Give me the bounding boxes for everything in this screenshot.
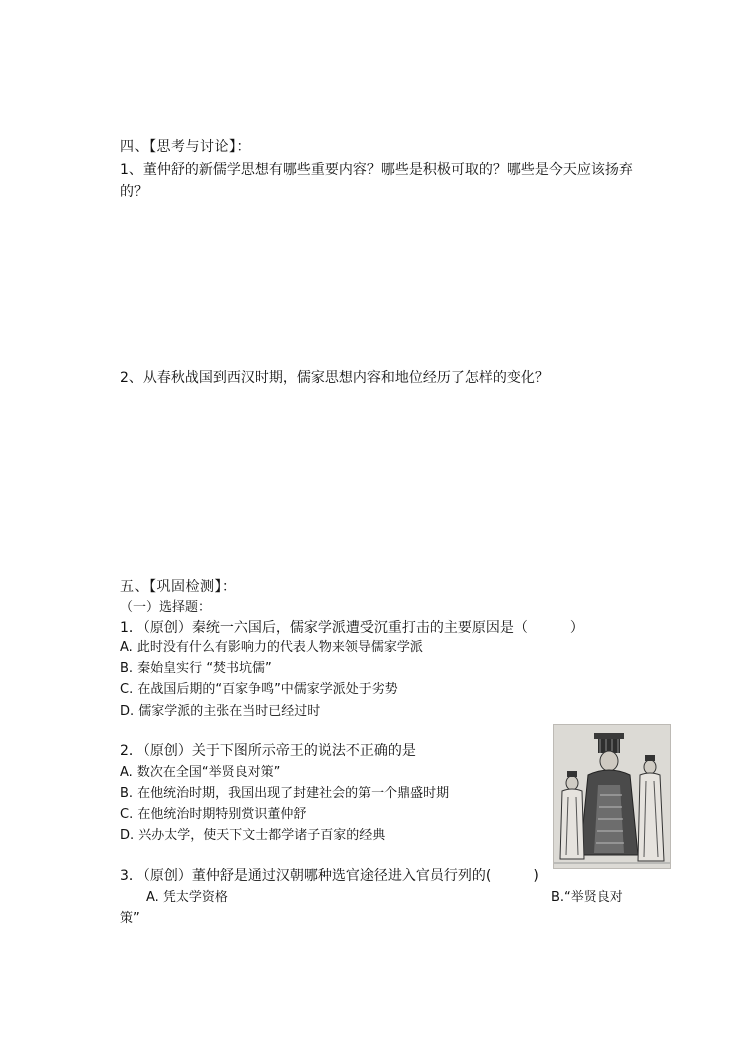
mcq-2-option-c: C. 在他统治时期特别赏识董仲舒	[120, 807, 307, 822]
mcq-3-option-b-continued: 策”	[120, 911, 140, 926]
mcq-3-stem: 3．（原创）董仲舒是通过汉朝哪种选官途径进入官员行列的( )	[120, 868, 539, 884]
question-1-line1: 1、董仲舒的新儒学思想有哪些重要内容？哪些是积极可取的？哪些是今天应该扬弃	[120, 162, 633, 178]
section5-heading: 五、【巩固检测】：	[120, 579, 237, 595]
mcq-1-option-a: A. 此时没有什么有影响力的代表人物来领导儒家学派	[120, 640, 423, 655]
mcq-2-option-d: D. 兴办太学，使天下文士都学诸子百家的经典	[120, 828, 386, 843]
mcq-1-option-d: D. 儒家学派的主张在当时已经过时	[120, 704, 321, 719]
mcq-1-option-c: C. 在战国后期的“百家争鸣”中儒家学派处于劣势	[120, 682, 398, 697]
mcq-3-option-a: A. 凭太学资格	[146, 890, 228, 905]
section4-heading: 四、【思考与讨论】：	[120, 139, 251, 155]
mcq-2-stem: 2．（原创）关于下图所示帝王的说法不正确的是	[120, 743, 416, 759]
mcq-2-option-b: B. 在他统治时期，我国出现了封建社会的第一个鼎盛时期	[120, 786, 450, 801]
mcq-1-option-b: B. 秦始皇实行 “焚书坑儒”	[120, 661, 272, 676]
question-2: 2、从春秋战国到西汉时期，儒家思想内容和地位经历了怎样的变化？	[120, 370, 549, 386]
choice-subheading: （一）选择题：	[120, 600, 212, 615]
mcq-3-option-b: B.“举贤良对	[551, 890, 623, 905]
question-1-line2: 的？	[120, 184, 148, 200]
mcq-1-stem: 1．（原创）秦统一六国后，儒家学派遭受沉重打击的主要原因是（ ）	[120, 620, 584, 636]
mcq-2-option-a: A. 数次在全国“举贤良对策”	[120, 765, 281, 780]
emperor-illustration	[553, 724, 671, 869]
